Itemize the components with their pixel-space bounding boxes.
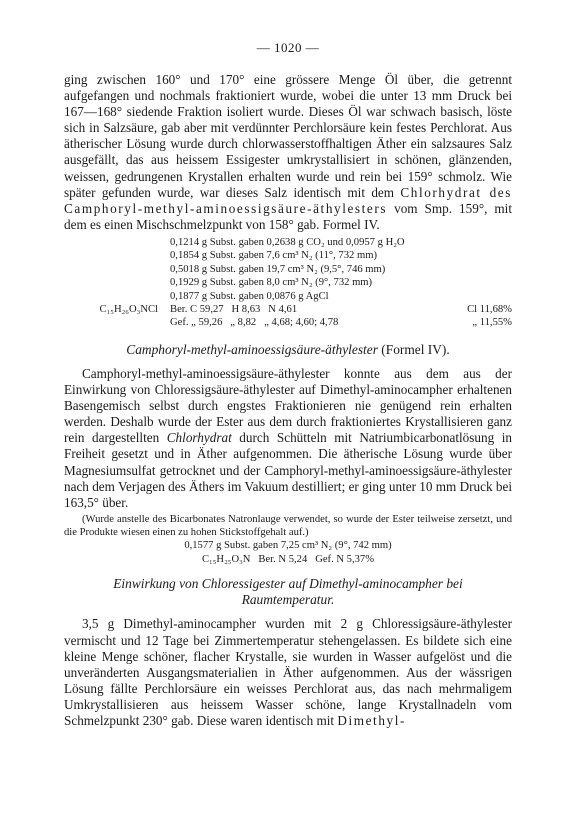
paragraph-3-spaced: Dimethyl-	[337, 713, 406, 729]
section-heading-1	[64, 342, 512, 358]
analysis-line: 0,1929 g Subst. gaben 8,0 cm³ N₂ (9°, 732 mm)	[170, 277, 373, 289]
section-heading-2-text: Einwirkung von Chloressigester auf Dimethyl-aminocampher bei Raumtemperatur.	[113, 576, 463, 608]
calculated-chlorine: Cl 11,68%	[467, 303, 512, 315]
paragraph-1-text: ging zwischen 160° und 170° eine grössere Menge Öl über, die getrennt aufgefangen und nochmals fraktioniert wurde, wobei die unter 13 mm Druck bei 167—168° siedende Fraktion isoliert wurde. Dieses Öl war schwach basisch, löste sich in Salzsäure, gab aber mit verdünnter Perchlorsäure kein festes Perchlorat. Aus ätherischer Lösung wurde durch chlorwasserstoffhaltigen Äther ein salzsaures Salz ausgefällt, das aus heissem Essigester umkrystallisiert in schönen, glänzenden, weissen, gedrungenen Krystallen erhalten wurde und rein bei 159° schmolz. Wie später gefunden wurde, war dieses Salz identisch mit dem	[64, 72, 512, 200]
paragraph-3-text: 3,5 g Dimethyl-aminocampher wurden mit 2 g Chloressigsäure-äthylester vermischt und 12 Tage bei Zimmertemperatur stehengelassen. Es bildete sich eine kleine Menge schöner, flacher Krystalle, sie wurden in Wasser aufgelöst und die unveränderten Ausgangsmaterialien in Äther aufgenommen. Aus der wässrigen Lösung fällte Perchlorsäure ein weisses Perchlorat aus, das nach mehrmaligem Umkrystallisieren aus heissem Wasser schöne, lange Krystallnadeln vom Schmelzpunkt 230° gab. Diese waren identisch mit	[64, 616, 512, 729]
analysis-line: 0,1214 g Subst. gaben 0,2638 g CO₂ und 0,0957 g H₂O	[170, 236, 405, 248]
section-heading-2	[64, 576, 512, 608]
analysis-line: 0,1854 g Subst. gaben 7,6 cm³ N₂ (11°, 732 mm)	[170, 250, 377, 262]
formula-row-ber	[64, 303, 512, 316]
analysis-line: 0,5018 g Subst. gaben 19,7 cm³ N₂ (9,5°, 746 mm)	[170, 263, 386, 275]
compound-name-spaced: Chlorhydrat des Camphoryl-methyl-aminoessigsäure-äthylesters	[64, 184, 512, 216]
analysis-line: 0,1877 g Subst. gaben 0,0876 g AgCl	[170, 290, 329, 302]
page	[64, 40, 512, 729]
paragraph-1-end: vom Smp. 159°, mit dem es einen Mischschmelzpunkt von 158° gab. Formel IV.	[64, 200, 512, 232]
section-heading-1-rest: (Formel IV).	[377, 341, 450, 357]
paragraph-2-text: Camphoryl-methyl-aminoessigsäure-äthylester konnte aus dem aus der Einwirkung von Chloressigsäure-äthylester auf Dimethyl-aminocampher erhaltenen Basengemisch selbst durch engstes Fraktionieren nie genügend rein erhalten werden. Deshalb wurde der Ester aus dem durch fraktioniertes Krystallisieren ganz rein dargestellten	[64, 365, 512, 446]
analysis-line-2: 0,1577 g Subst. gaben 7,25 cm³ N₂ (9°, 742 mm)	[184, 540, 392, 552]
formula-row-gef	[64, 316, 512, 329]
section-heading-1-italic: Camphoryl-methyl-aminoessigsäure-äthylester	[126, 341, 378, 357]
formula-line-2: C₁₅H₂₅O₃N Ber. N 5,24 Gef. N 5,37%	[201, 553, 375, 565]
page-number: — 1020 —	[256, 40, 320, 55]
analysis-block-1	[170, 236, 512, 303]
paragraph-2-italic: Chlorhydrat	[166, 430, 232, 446]
paragraph-2	[64, 366, 512, 511]
paragraph-1	[64, 72, 512, 233]
found-chlorine: „ 11,55%	[472, 317, 512, 329]
footnote-remark: (Wurde anstelle des Bicarbonates Natronlauge verwendet, so wurde der Ester teilweise zersetzt, und die Produkte wiesen einen zu hohen Stickstoffgehalt auf.)	[64, 513, 512, 539]
paragraph-2-end: durch Schütteln mit Natriumbicarbonatlösung in Freiheit gesetzt und in Äther aufgenommen. Die ätherische Lösung wurde über Magnesiumsulfat getrocknet und der Camphoryl-methyl-aminoessigsäure-äthylester nach dem Verjagen des Äthers im Vakuum destilliert; er ging unter 10 mm Druck bei 163,5° über.	[64, 430, 512, 510]
molecular-formula: C₁₅H₂₆O₃NCl	[99, 303, 158, 315]
found-values: Gef. „ 59,26 „ 8,82 „ 4,68; 4,60; 4,78	[170, 317, 339, 329]
paragraph-3	[64, 616, 512, 729]
calculated-values: Ber. C 59,27 H 8,63 N 4,61	[170, 303, 298, 315]
